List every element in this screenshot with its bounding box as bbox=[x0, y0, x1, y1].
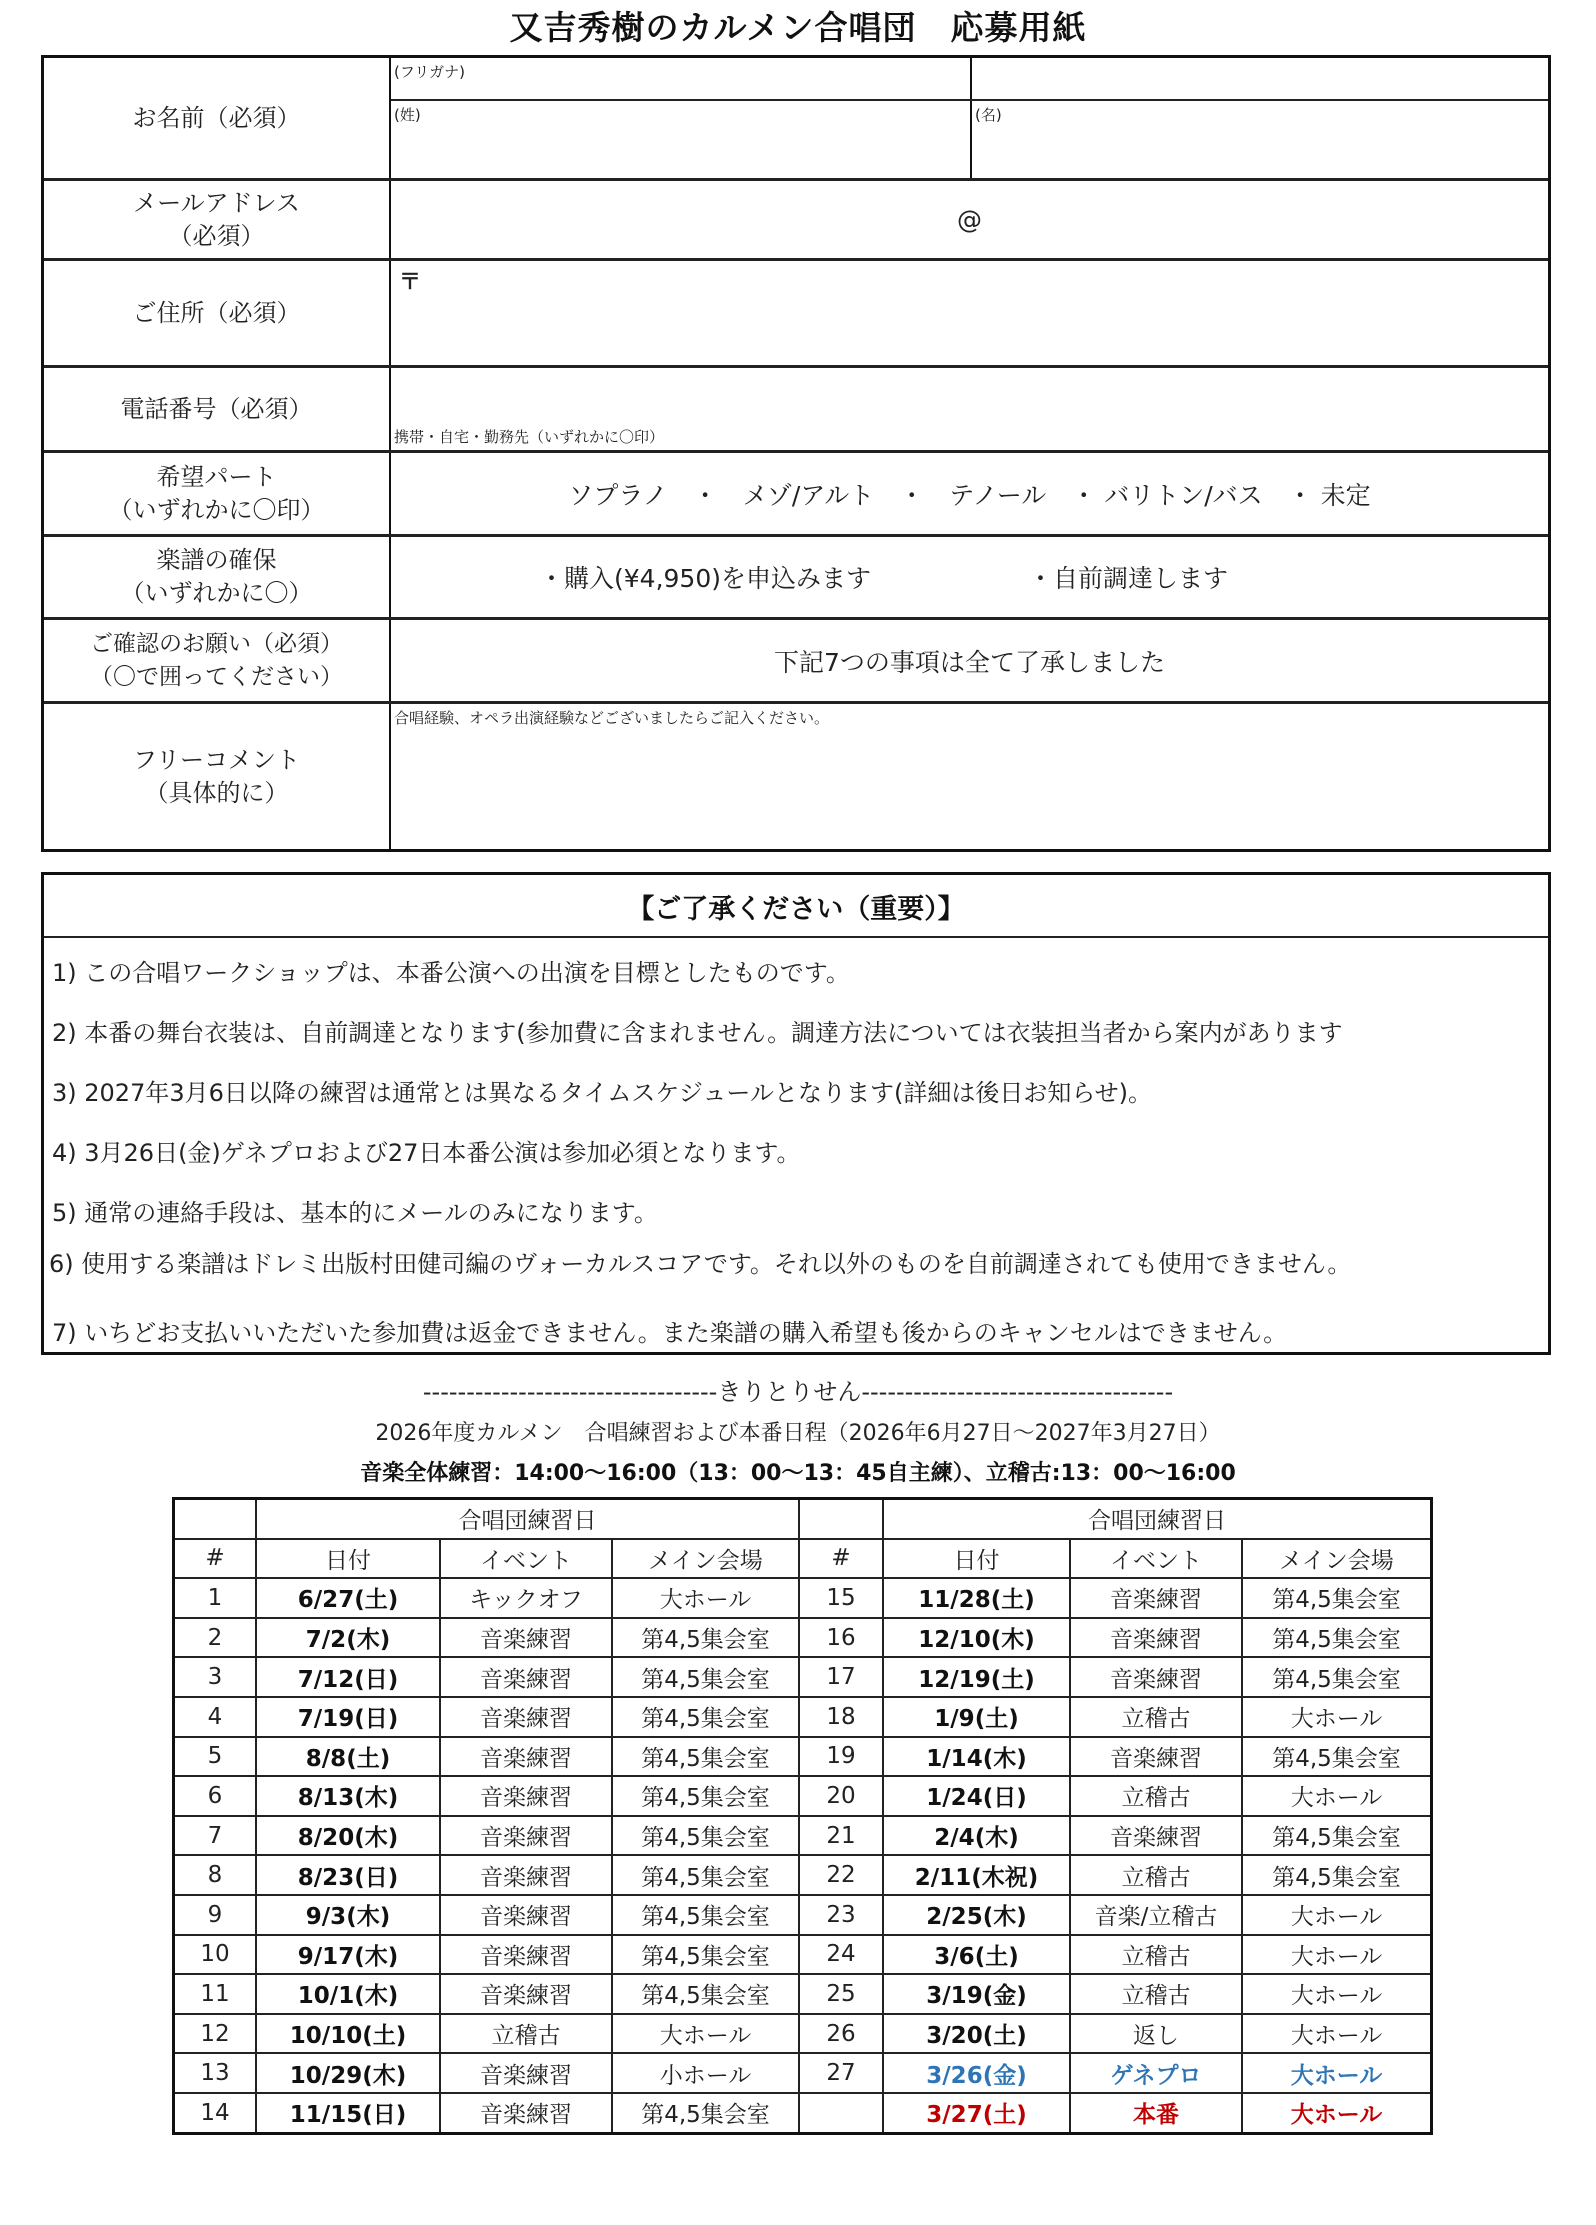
cell-num: 16 bbox=[799, 1618, 883, 1658]
cell-event: 音楽練習 bbox=[440, 1974, 612, 2014]
cell-event: 音楽練習 bbox=[1070, 1737, 1242, 1777]
score-options bbox=[391, 537, 1548, 617]
cell-venue: 大ホール bbox=[1242, 1935, 1432, 1975]
cell-event: 音楽練習 bbox=[440, 2053, 612, 2093]
cell-date: 2/25(木) bbox=[883, 1895, 1070, 1935]
schedule-row bbox=[174, 2093, 1432, 2133]
cell-event: 立稽古 bbox=[1070, 1697, 1242, 1737]
cell-date: 11/28(土) bbox=[883, 1578, 1070, 1618]
cell-venue: 第4,5集会室 bbox=[1242, 1816, 1432, 1856]
cell-num: 14 bbox=[174, 2093, 257, 2133]
cut-line: ----------------------------------きりとりせん------------------------------------ bbox=[422, 1378, 1174, 1406]
schedule-row bbox=[174, 1895, 1432, 1935]
cell-date: 3/6(土) bbox=[883, 1935, 1070, 1975]
cell-num: 23 bbox=[799, 1895, 883, 1935]
part-options[interactable]: ソプラノ ・ メゾ/アルト ・ テノール ・ バリトン/バス ・ 未定 bbox=[568, 480, 1371, 510]
notes-divider bbox=[44, 936, 1548, 938]
cell-date: 3/27(土) bbox=[883, 2093, 1070, 2133]
cell-date: 10/10(土) bbox=[256, 2014, 440, 2054]
cell-date: 10/1(木) bbox=[256, 1974, 440, 2014]
cell-venue: 大ホール bbox=[1242, 2093, 1432, 2133]
furigana-hint: (フリガナ) bbox=[394, 63, 465, 81]
cell-event: 立稽古 bbox=[1070, 1776, 1242, 1816]
cell-event: 音楽練習 bbox=[440, 1657, 612, 1697]
notes-title: 【ご了承ください（重要）】 bbox=[627, 893, 965, 925]
confirm-label-line1: ご確認のお願い（必須） bbox=[90, 630, 343, 657]
cell-event: 音楽練習 bbox=[440, 1618, 612, 1658]
cell-num: 2 bbox=[174, 1618, 257, 1658]
comment-label bbox=[44, 704, 389, 849]
col-num-header: # bbox=[174, 1539, 257, 1579]
confirm-label-line2: （〇で囲ってください） bbox=[90, 663, 343, 690]
schedule-table bbox=[172, 1497, 1433, 2135]
confirm-label bbox=[44, 620, 389, 701]
furigana-given-field[interactable] bbox=[972, 58, 1548, 100]
phone-label: 電話番号（必須） bbox=[120, 394, 313, 423]
cell-venue: 第4,5集会室 bbox=[1242, 1737, 1432, 1777]
cell-event: 音楽練習 bbox=[440, 2093, 612, 2133]
cell-num: 19 bbox=[799, 1737, 883, 1777]
note-item: 1) この合唱ワークショップは、本番公演への出演を目標としたものです。 bbox=[52, 953, 850, 988]
cell-num: 4 bbox=[174, 1697, 257, 1737]
cell-venue: 大ホール bbox=[1242, 1776, 1432, 1816]
score-option-purchase[interactable]: ・購入(¥4,950)を申込みます bbox=[539, 564, 871, 593]
cell-date: 12/19(土) bbox=[883, 1657, 1070, 1697]
cell-num: 8 bbox=[174, 1855, 257, 1895]
cell-date: 9/17(木) bbox=[256, 1935, 440, 1975]
cell-event: 音楽/立稽古 bbox=[1070, 1895, 1242, 1935]
cell-event: 返し bbox=[1070, 2014, 1242, 2054]
address-field[interactable] bbox=[391, 261, 1548, 365]
cell-venue: 大ホール bbox=[1242, 1697, 1432, 1737]
cell-event: 音楽練習 bbox=[440, 1895, 612, 1935]
cell-num: 21 bbox=[799, 1816, 883, 1856]
cell-num: 22 bbox=[799, 1855, 883, 1895]
comment-label-line1: フリーコメント bbox=[132, 745, 301, 774]
phone-hint: 携帯・自宅・勤務先（いずれかに〇印） bbox=[394, 428, 665, 446]
cell-date: 1/14(木) bbox=[883, 1737, 1070, 1777]
schedule-subtitle: 2026年度カルメン 合唱練習および本番日程（2026年6月27日～2027年3月27日） bbox=[375, 1421, 1221, 1446]
cell-num: 20 bbox=[799, 1776, 883, 1816]
note-item: 6) 使用する楽譜はドレミ出版村田健司編のヴォーカルスコアです。それ以外のものを自前調達されても使用できません。 bbox=[49, 1244, 1355, 1279]
cell-num: 3 bbox=[174, 1657, 257, 1697]
schedule-row bbox=[174, 1935, 1432, 1975]
schedule-row bbox=[174, 1578, 1432, 1618]
cell-venue: 大ホール bbox=[1242, 2014, 1432, 2054]
furigana-surname-field[interactable] bbox=[391, 58, 970, 100]
cell-date: 10/29(木) bbox=[256, 2053, 440, 2093]
cell-num: 11 bbox=[174, 1974, 257, 2014]
cell-date: 7/2(木) bbox=[256, 1618, 440, 1658]
name-label: お名前（必須） bbox=[132, 103, 301, 132]
group-header-blank bbox=[799, 1499, 883, 1539]
part-label-line2: （いずれかに〇印） bbox=[108, 495, 325, 524]
cell-event: ゲネプロ bbox=[1070, 2053, 1242, 2093]
cell-num: 24 bbox=[799, 1935, 883, 1975]
note-item: 5) 通常の連絡手段は、基本的にメールのみになります。 bbox=[52, 1193, 658, 1228]
cell-event: 音楽練習 bbox=[1070, 1618, 1242, 1658]
email-label-line1: メールアドレス bbox=[133, 188, 300, 217]
cell-date: 12/10(木) bbox=[883, 1618, 1070, 1658]
cell-venue: 大ホール bbox=[612, 2014, 799, 2054]
note-item: 7) いちどお支払いいただいた参加費は返金できません。また楽譜の購入希望も後からのキャンセルはできません。 bbox=[52, 1313, 1287, 1348]
cell-date: 2/11(木祝) bbox=[883, 1855, 1070, 1895]
given-name-field[interactable] bbox=[972, 102, 1548, 178]
cell-venue: 第4,5集会室 bbox=[612, 1974, 799, 2014]
cell-event: 音楽練習 bbox=[440, 1776, 612, 1816]
cell-num: 5 bbox=[174, 1737, 257, 1777]
schedule-row bbox=[174, 2014, 1432, 2054]
group-header-blank bbox=[174, 1499, 257, 1539]
col-date-header: 日付 bbox=[256, 1539, 440, 1579]
cell-date: 8/8(土) bbox=[256, 1737, 440, 1777]
cell-date: 7/19(日) bbox=[256, 1697, 440, 1737]
page-title: 又吉秀樹のカルメン合唱団 応募用紙 bbox=[509, 8, 1087, 47]
note-item: 3) 2027年3月6日以降の練習は通常とは異なるタイムスケジュールとなります(詳細は後日お知らせ)。 bbox=[52, 1073, 1152, 1108]
schedule-row bbox=[174, 1657, 1432, 1697]
schedule-row bbox=[174, 1737, 1432, 1777]
comment-label-line2: （具体的に） bbox=[144, 778, 289, 807]
surname-field[interactable] bbox=[391, 102, 970, 178]
cell-venue: 第4,5集会室 bbox=[612, 1737, 799, 1777]
group-header-left: 合唱団練習日 bbox=[256, 1499, 799, 1539]
cell-event: 音楽練習 bbox=[440, 1737, 612, 1777]
cell-venue: 第4,5集会室 bbox=[612, 1935, 799, 1975]
cell-date: 11/15(日) bbox=[256, 2093, 440, 2133]
comment-hint: 合唱経験、オペラ出演経験などございましたらご記入ください。 bbox=[394, 709, 830, 727]
schedule-row bbox=[174, 1697, 1432, 1737]
column-header-row bbox=[174, 1539, 1432, 1579]
email-at-sign: @ bbox=[957, 205, 982, 234]
group-header-right: 合唱団練習日 bbox=[883, 1499, 1432, 1539]
cell-venue: 第4,5集会室 bbox=[1242, 1657, 1432, 1697]
cell-venue: 第4,5集会室 bbox=[612, 1816, 799, 1856]
cell-venue: 第4,5集会室 bbox=[612, 1855, 799, 1895]
email-label bbox=[44, 181, 389, 258]
cell-venue: 第4,5集会室 bbox=[612, 2093, 799, 2133]
cell-venue: 大ホール bbox=[1242, 2053, 1432, 2093]
part-label-line1: 希望パート bbox=[156, 462, 277, 491]
cell-venue: 大ホール bbox=[1242, 1895, 1432, 1935]
schedule-times: 音楽全体練習：14:00～16:00（13：00～13：45自主練）、立稽古:13：00～16:00 bbox=[360, 1461, 1236, 1486]
cell-date: 8/20(木) bbox=[256, 1816, 440, 1856]
cell-venue: 第4,5集会室 bbox=[1242, 1578, 1432, 1618]
col-event-header: イベント bbox=[1070, 1539, 1242, 1579]
col-date-header: 日付 bbox=[883, 1539, 1070, 1579]
cell-num: 27 bbox=[799, 2053, 883, 2093]
cell-num: 1 bbox=[174, 1578, 257, 1618]
email-label-line2: （必須） bbox=[168, 221, 265, 250]
schedule-row bbox=[174, 2053, 1432, 2093]
score-label-line1: 楽譜の確保 bbox=[156, 546, 277, 574]
cell-num bbox=[799, 2093, 883, 2133]
cell-event: 立稽古 bbox=[440, 2014, 612, 2054]
cell-num: 9 bbox=[174, 1895, 257, 1935]
cell-date: 3/20(土) bbox=[883, 2014, 1070, 2054]
cell-venue: 第4,5集会室 bbox=[1242, 1855, 1432, 1895]
notes-box bbox=[41, 872, 1551, 1355]
cell-num: 26 bbox=[799, 2014, 883, 2054]
cell-num: 25 bbox=[799, 1974, 883, 2014]
cell-venue: 大ホール bbox=[1242, 1974, 1432, 2014]
cell-num: 15 bbox=[799, 1578, 883, 1618]
application-form bbox=[41, 55, 1551, 852]
cell-venue: 第4,5集会室 bbox=[612, 1895, 799, 1935]
cell-event: 本番 bbox=[1070, 2093, 1242, 2133]
email-field[interactable] bbox=[391, 181, 1548, 258]
score-label bbox=[44, 537, 389, 617]
col-event-header: イベント bbox=[440, 1539, 612, 1579]
score-option-self[interactable]: ・自前調達します bbox=[1028, 564, 1229, 593]
note-item: 4) 3月26日(金)ゲネプロおよび27日本番公演は参加必須となります。 bbox=[52, 1133, 800, 1168]
schedule-row bbox=[174, 1816, 1432, 1856]
col-num-header: # bbox=[799, 1539, 883, 1579]
cell-date: 3/26(金) bbox=[883, 2053, 1070, 2093]
cell-venue: 第4,5集会室 bbox=[1242, 1618, 1432, 1658]
cell-date: 6/27(土) bbox=[256, 1578, 440, 1618]
score-label-line2: （いずれかに〇） bbox=[120, 579, 313, 607]
surname-hint: (姓) bbox=[394, 106, 421, 124]
cell-date: 9/3(木) bbox=[256, 1895, 440, 1935]
cell-venue: 小ホール bbox=[612, 2053, 799, 2093]
cell-event: 立稽古 bbox=[1070, 1935, 1242, 1975]
schedule-row bbox=[174, 1776, 1432, 1816]
cell-date: 3/19(金) bbox=[883, 1974, 1070, 2014]
cell-event: 立稽古 bbox=[1070, 1974, 1242, 2014]
cell-event: 音楽練習 bbox=[1070, 1816, 1242, 1856]
schedule-row bbox=[174, 1855, 1432, 1895]
cell-date: 1/9(土) bbox=[883, 1697, 1070, 1737]
col-venue-header: メイン会場 bbox=[612, 1539, 799, 1579]
cell-event: 音楽練習 bbox=[440, 1697, 612, 1737]
cell-event: キックオフ bbox=[440, 1578, 612, 1618]
cell-date: 7/12(日) bbox=[256, 1657, 440, 1697]
cell-num: 12 bbox=[174, 2014, 257, 2054]
cell-date: 8/13(木) bbox=[256, 1776, 440, 1816]
furigana-divider bbox=[391, 99, 1548, 101]
given-name-hint: (名) bbox=[975, 106, 1002, 124]
postal-mark: 〒 bbox=[399, 270, 422, 295]
cell-num: 13 bbox=[174, 2053, 257, 2093]
cell-num: 6 bbox=[174, 1776, 257, 1816]
cell-date: 1/24(日) bbox=[883, 1776, 1070, 1816]
part-label bbox=[44, 453, 389, 534]
address-label: ご住所（必須） bbox=[132, 298, 301, 327]
schedule-row bbox=[174, 1974, 1432, 2014]
cell-venue: 第4,5集会室 bbox=[612, 1697, 799, 1737]
cell-date: 2/4(木) bbox=[883, 1816, 1070, 1856]
comment-field[interactable] bbox=[391, 704, 1548, 849]
cell-date: 8/23(日) bbox=[256, 1855, 440, 1895]
confirm-text[interactable]: 下記7つの事項は全て了承しました bbox=[774, 647, 1165, 677]
cell-num: 10 bbox=[174, 1935, 257, 1975]
notes-list-clip bbox=[44, 939, 1548, 1352]
cell-num: 18 bbox=[799, 1697, 883, 1737]
schedule-row bbox=[174, 1618, 1432, 1658]
cell-event: 音楽練習 bbox=[440, 1935, 612, 1975]
cell-venue: 第4,5集会室 bbox=[612, 1657, 799, 1697]
cell-venue: 第4,5集会室 bbox=[612, 1618, 799, 1658]
group-header-row bbox=[174, 1499, 1432, 1539]
cell-venue: 第4,5集会室 bbox=[612, 1776, 799, 1816]
note-item: 2) 本番の舞台衣装は、自前調達となります(参加費に含まれません。調達方法については衣装担当者から案内があります bbox=[52, 1013, 1343, 1048]
cell-event: 音楽練習 bbox=[1070, 1657, 1242, 1697]
cell-event: 立稽古 bbox=[1070, 1855, 1242, 1895]
cell-num: 7 bbox=[174, 1816, 257, 1856]
cell-event: 音楽練習 bbox=[440, 1855, 612, 1895]
col-venue-header: メイン会場 bbox=[1242, 1539, 1432, 1579]
cell-venue: 大ホール bbox=[612, 1578, 799, 1618]
cell-event: 音楽練習 bbox=[440, 1816, 612, 1856]
cell-event: 音楽練習 bbox=[1070, 1578, 1242, 1618]
cell-num: 17 bbox=[799, 1657, 883, 1697]
